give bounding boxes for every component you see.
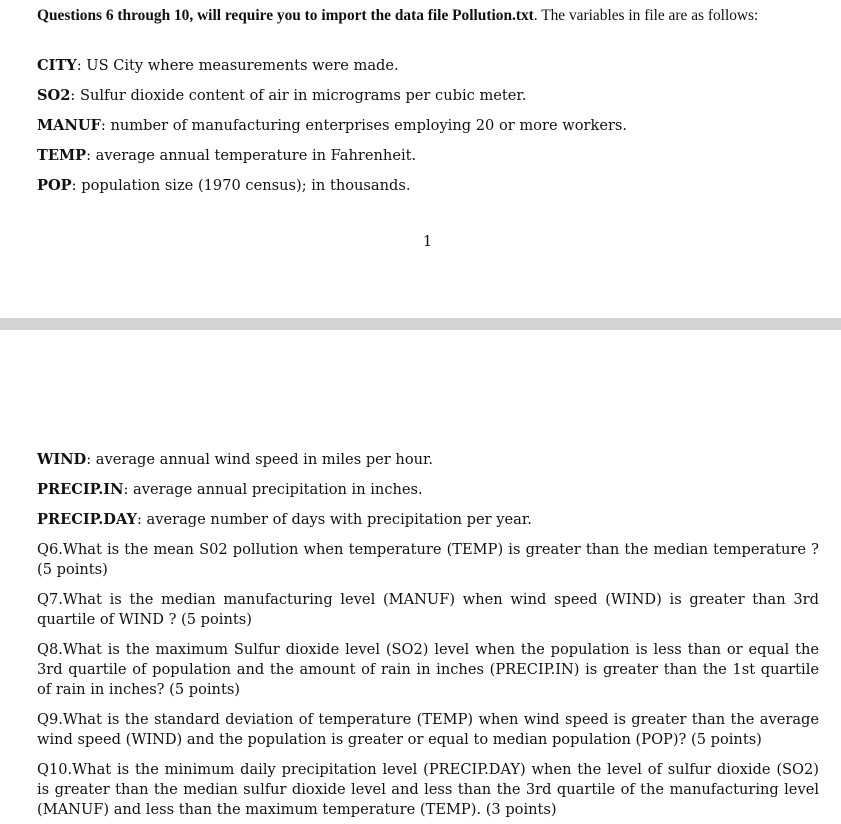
variable-precip-in — [37, 480, 819, 500]
variable-name: TEMP — [37, 147, 87, 164]
variable-name: PRECIP.DAY — [37, 511, 137, 528]
variable-wind — [37, 450, 819, 470]
variable-name: SO2 — [37, 87, 71, 104]
variable-pop — [37, 176, 819, 196]
intro-rest: . The variables in file are as follows: — [533, 7, 759, 24]
variable-name: WIND — [37, 451, 87, 468]
document-page-1 — [0, 0, 841, 318]
variable-name: MANUF — [37, 117, 101, 134]
question-q10: Q10.What is the minimum daily precipitation level (PRECIP.DAY) when the level of sulfur dioxide (SO2) is greater than the median sulfur dioxide level and less than the 3rd quartile of the manufacturing level (MANUF) and less than the maximum temperature (TEMP). (3 points) — [37, 761, 819, 818]
question-q8: Q8.What is the maximum Sulfur dioxide level (SO2) level when the population is less than or equal the 3rd quartile of population and the amount of rain in inches (PRECIP.IN) is greater than the 1st quartile of rain in inches? (5 points) — [37, 641, 819, 698]
variable-city — [37, 56, 819, 76]
page-number: 1 — [422, 233, 433, 250]
variable-desc: : Sulfur dioxide content of air in micrograms per cubic meter. — [70, 87, 527, 104]
intro-paragraph — [37, 6, 819, 26]
document-page-2 — [0, 330, 841, 824]
variable-desc: : average number of days with precipitation per year. — [136, 511, 532, 528]
variable-name: CITY — [37, 57, 77, 74]
variable-desc: : population size (1970 census); in thousands. — [71, 177, 411, 194]
question-q7: Q7.What is the median manufacturing level (MANUF) when wind speed (WIND) is greater than 3rd quartile of WIND ? (5 points) — [37, 591, 819, 628]
variable-precip-day — [37, 510, 819, 530]
question-q9: Q9.What is the standard deviation of temperature (TEMP) when wind speed is greater than the average wind speed (WIND) and the population is greater or equal to median population (POP)? (5 points) — [37, 711, 819, 748]
variable-name: PRECIP.IN — [37, 481, 124, 498]
variable-name: POP — [37, 177, 72, 194]
intro-bold-lead: Questions 6 through 10, will require you to import the data file Pollution.txt — [37, 7, 534, 24]
variable-desc: : US City where measurements were made. — [76, 57, 399, 74]
variable-so2 — [37, 86, 819, 106]
variable-temp — [37, 146, 819, 166]
variable-desc: : average annual precipitation in inches. — [123, 481, 423, 498]
variable-manuf — [37, 116, 819, 136]
question-q6: Q6.What is the mean S02 pollution when temperature (TEMP) is greater than the median temperature ? (5 points) — [37, 541, 819, 578]
variable-desc: : average annual temperature in Fahrenheit. — [86, 147, 417, 164]
variable-desc: : number of manufacturing enterprises employing 20 or more workers. — [100, 117, 628, 134]
variable-desc: : average annual wind speed in miles per hour. — [86, 451, 434, 468]
page-separator — [0, 318, 841, 330]
